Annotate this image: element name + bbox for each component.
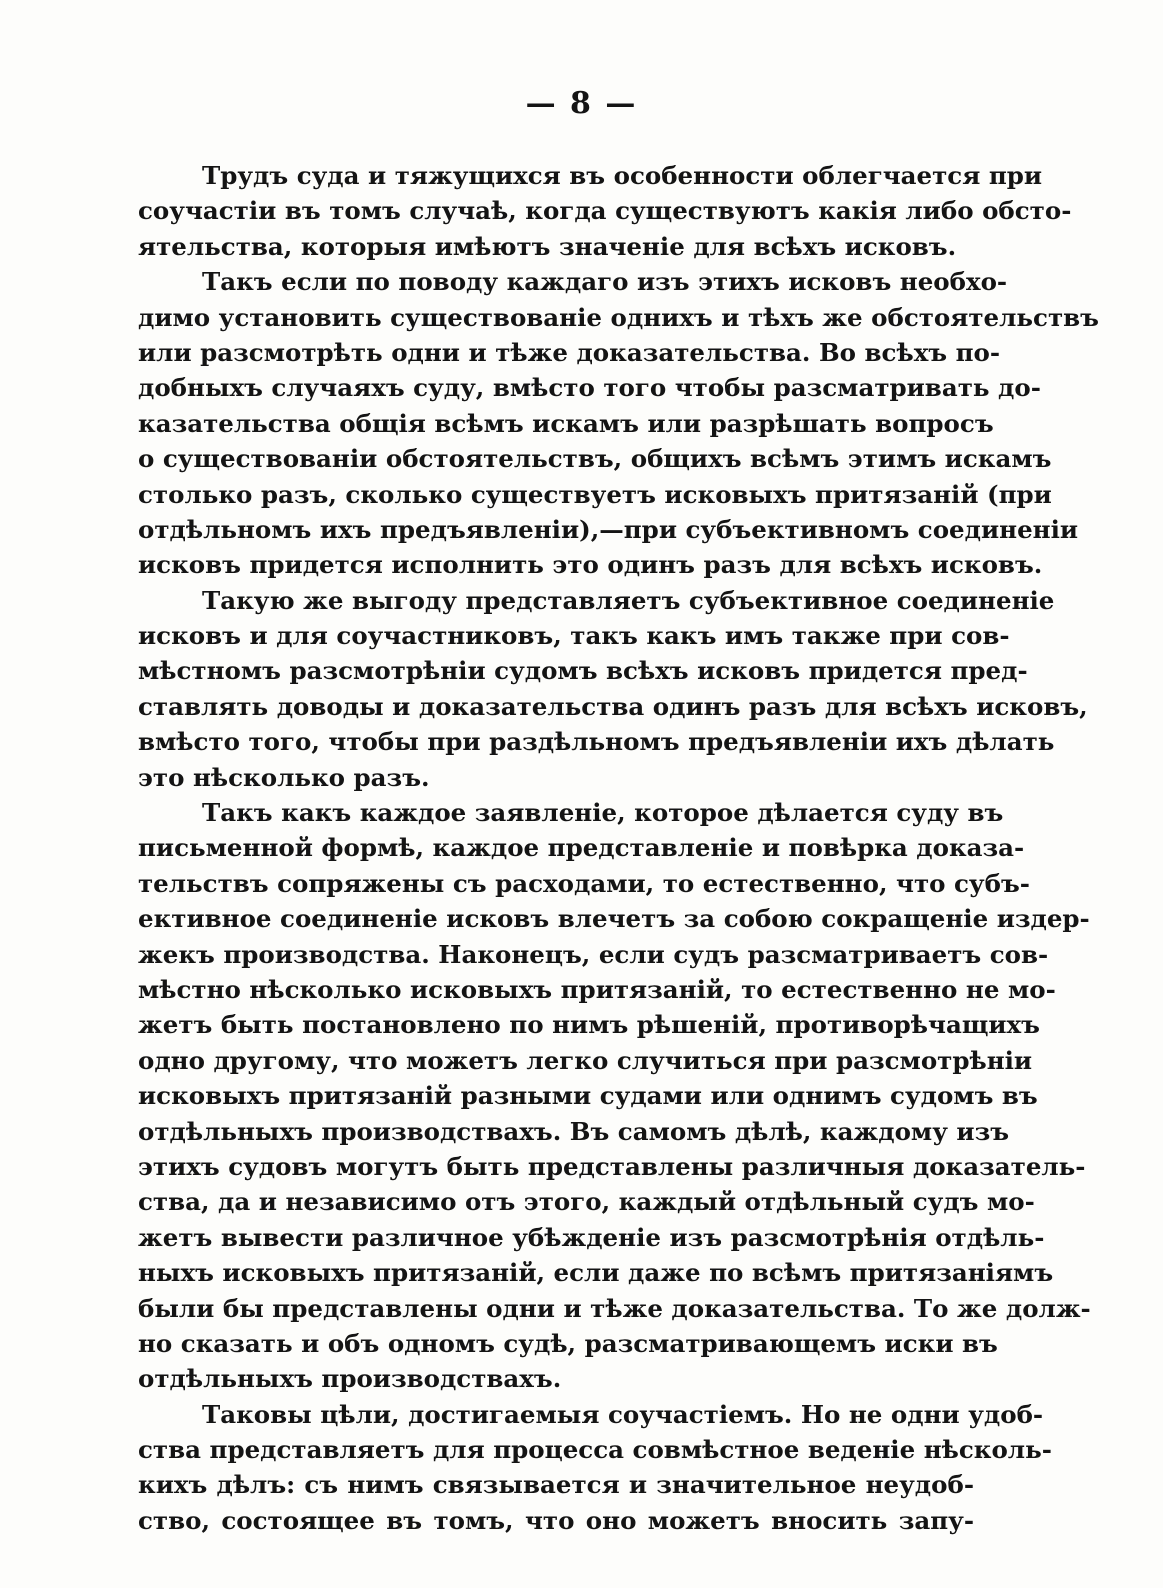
text-line: письменной формѣ, каждое представленіе и повѣрка доказа- bbox=[138, 833, 1025, 863]
text-line: добныхъ случаяхъ суду, вмѣсто того чтобы разсматривать до- bbox=[138, 373, 1041, 403]
text-line: соучастіи въ томъ случаѣ, когда существуютъ какія либо обсто- bbox=[138, 196, 1072, 226]
text-line: Такъ какъ каждое заявленіе, которое дѣлается суду въ bbox=[202, 798, 1004, 828]
body-text bbox=[138, 158, 1099, 1538]
text-line: ятельства, которыя имѣютъ значеніе для всѣхъ исковъ. bbox=[138, 231, 957, 261]
text-line: ства, да и независимо отъ этого, каждый отдѣльный судъ мо- bbox=[138, 1187, 1035, 1217]
page-number: — 8 — bbox=[525, 86, 638, 121]
text-line: жетъ быть постановлено по нимъ рѣшеній, противорѣчащихъ bbox=[138, 1010, 1040, 1040]
text-line: отдѣльномъ ихъ предъявленіи),—при субъективномъ соединеніи bbox=[138, 514, 1079, 544]
text-line: димо установить существованіе однихъ и тѣхъ же обстоятельствъ bbox=[138, 302, 1099, 332]
text-line: ставлять доводы и доказательства одинъ разъ для всѣхъ исковъ, bbox=[138, 691, 1088, 721]
text-line: ныхъ исковыхъ притязаній, если даже по всѣмъ притязаніямъ bbox=[138, 1258, 1054, 1288]
text-line: ективное соединеніе исковъ влечетъ за собою сокращеніе издер- bbox=[138, 904, 1090, 934]
text-line: вмѣсто того, чтобы при раздѣльномъ предъявленіи ихъ дѣлать bbox=[138, 727, 1055, 757]
text-line: отдѣльныхъ производствахъ. bbox=[138, 1364, 562, 1394]
text-line: Такую же выгоду представляетъ субъективное соединеніе bbox=[202, 585, 1055, 615]
text-line: были бы представлены одни и тѣже доказательства. То же долж- bbox=[138, 1293, 1091, 1323]
text-line: Трудъ суда и тяжущихся въ особенности облегчается при bbox=[202, 161, 1043, 190]
text-line: Таковы цѣли, достигаемыя соучастіемъ. Но не одни удоб- bbox=[202, 1399, 1044, 1429]
text-line: ство, состоящее въ томъ, что оно можетъ вносить запу- bbox=[138, 1505, 974, 1535]
text-line: одно другому, что можетъ легко случиться при разсмотрѣніи bbox=[138, 1045, 1033, 1075]
text-line: Такъ если по поводу каждаго изъ этихъ исковъ необхо- bbox=[202, 267, 1008, 297]
text-line: исковъ и для соучастниковъ, такъ какъ имъ также при сов- bbox=[138, 621, 1010, 651]
text-line: жетъ вывести различное убѣжденіе изъ разсмотрѣнія отдѣль- bbox=[138, 1222, 1045, 1252]
text-line: это нѣсколько разъ. bbox=[138, 762, 430, 792]
text-line: этихъ судовъ могутъ быть представлены различныя доказатель- bbox=[138, 1151, 1086, 1181]
text-line: казательства общія всѣмъ искамъ или разрѣшать вопросъ bbox=[138, 408, 994, 438]
text-line: о существованіи обстоятельствъ, общихъ всѣмъ этимъ искамъ bbox=[138, 444, 1052, 474]
text-line: исковъ придется исполнить это одинъ разъ для всѣхъ исковъ. bbox=[138, 550, 1043, 580]
text-line: отдѣльныхъ производствахъ. Въ самомъ дѣлѣ, каждому изъ bbox=[138, 1116, 1010, 1146]
text-line: но сказать и объ одномъ судѣ, разсматривающемъ иски въ bbox=[138, 1328, 998, 1358]
text-line: исковыхъ притязаній разными судами или однимъ судомъ въ bbox=[138, 1081, 1038, 1111]
text-line: тельствъ сопряжены съ расходами, то естественно, что субъ- bbox=[138, 868, 1030, 898]
text-line: мѣстномъ разсмотрѣніи судомъ всѣхъ исковъ придется пред- bbox=[138, 656, 1028, 686]
text-line: или разсмотрѣть одни и тѣже доказательства. Во всѣхъ по- bbox=[138, 337, 1001, 367]
text-line: мѣстно нѣсколько исковыхъ притязаній, то естественно не мо- bbox=[138, 974, 1056, 1004]
text-line: ства представляетъ для процесса совмѣстное веденіе нѣсколь- bbox=[138, 1435, 1052, 1465]
text-line: столько разъ, сколько существуетъ исковыхъ притязаній (при bbox=[138, 479, 1052, 509]
text-line: кихъ дѣлъ: съ нимъ связывается и значительное неудоб- bbox=[138, 1470, 974, 1500]
text-line: жекъ производства. Наконецъ, если судъ разсматриваетъ сов- bbox=[138, 939, 1049, 969]
